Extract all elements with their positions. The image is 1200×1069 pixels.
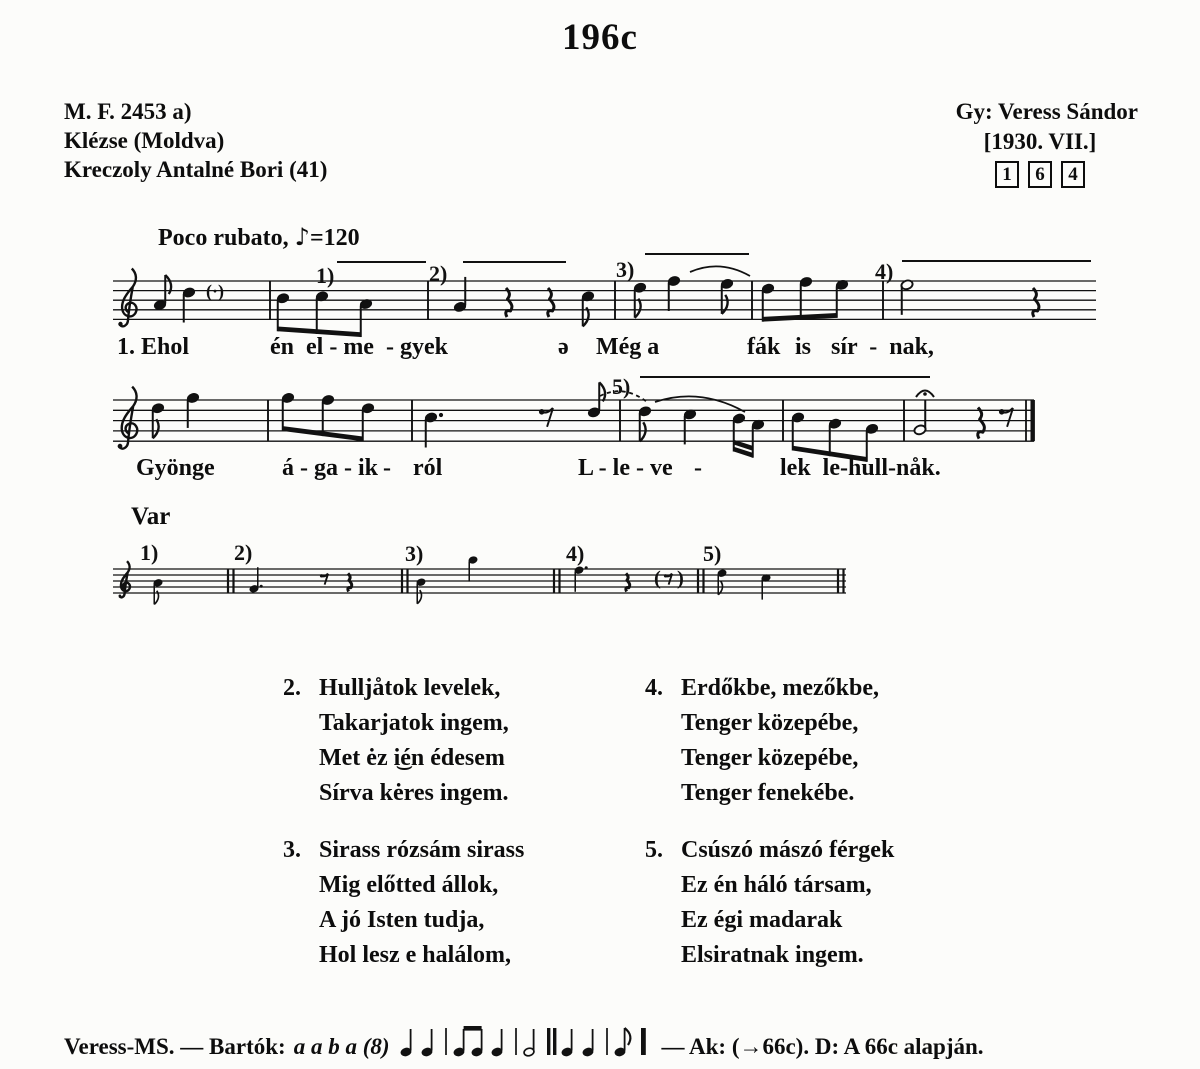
lyric-syllable: Még a xyxy=(596,334,660,360)
variant-marker: 2) xyxy=(429,261,448,286)
lyric-syllable: - xyxy=(383,455,391,481)
tempo-text: Poco rubato, xyxy=(158,225,295,251)
verse-line: Tenger közepébe, xyxy=(681,745,859,771)
verse-number: 3. xyxy=(283,837,301,863)
verse-line: Sírva kėres ingem. xyxy=(319,780,509,806)
footer-segment: A 66c alapján. xyxy=(839,1034,984,1059)
variant-marker: 1) xyxy=(140,540,159,565)
verse-line: Csúszó mászó férgek xyxy=(681,837,895,863)
recording-date: [1930. VII.] xyxy=(983,129,1097,154)
variant-marker: 5) xyxy=(703,541,722,566)
staff-1-melody xyxy=(113,254,1096,337)
cadence-box: 6 xyxy=(1028,161,1052,188)
tempo-value: =120 xyxy=(309,225,360,251)
lyric-syllable: én xyxy=(270,334,294,360)
svg-text:(·): (·) xyxy=(206,281,224,301)
verse xyxy=(283,671,509,811)
lyric-syllable: ról xyxy=(413,455,443,481)
lyric-syllable: ə xyxy=(558,334,569,360)
footer-note xyxy=(64,1024,984,1062)
footer-prefix: Veress-MS. — Bartók: xyxy=(64,1034,286,1059)
lyric-syllable: is xyxy=(795,334,812,360)
variant-marker: 4) xyxy=(566,541,585,566)
verse-line: Met ėz i͜én édesem xyxy=(319,745,505,771)
eighth-note-icon: ♪ xyxy=(294,223,310,251)
verse-line: A jó Isten tudja, xyxy=(319,907,485,933)
lyric-syllable: Gyönge xyxy=(136,455,215,481)
footer-segment: D: xyxy=(814,1034,840,1059)
lyric-syllable: - xyxy=(694,455,702,481)
song-number: 196c xyxy=(562,17,638,58)
variant-marker: 4) xyxy=(875,259,894,284)
source-line: Kreczoly Antalné Bori (41) xyxy=(64,157,328,182)
lyric-syllable: - gyek xyxy=(386,334,448,360)
lyric-syllable: fák xyxy=(747,334,781,360)
cadence-box: 4 xyxy=(1061,161,1085,188)
footer-segment: Ak: xyxy=(689,1034,727,1059)
verse-line: Hulljåtok levelek, xyxy=(319,675,501,701)
lyric-syllable: 1. Ehol xyxy=(117,334,190,360)
verse-lines xyxy=(681,671,879,811)
form-analysis: a a b a (8) xyxy=(293,1034,390,1059)
verse-line: Hol lesz e halálom, xyxy=(319,942,511,968)
source-line: M. F. 2453 a) xyxy=(64,99,192,124)
lyric-syllable: sír - nak, xyxy=(831,334,934,360)
verse-line: Elsiratnak ingem. xyxy=(681,942,864,968)
footer-references xyxy=(662,1034,984,1060)
treble-clef-icon xyxy=(118,269,136,327)
lyric-syllable: L - le - ve xyxy=(578,455,673,481)
lyrics-line-1 xyxy=(0,334,1200,366)
verse-line: Takarjatok ingem, xyxy=(319,710,509,736)
footer-segment: (→66c). xyxy=(726,1034,815,1059)
verse-lines xyxy=(681,833,894,973)
lyric-syllable: el - me xyxy=(306,334,374,360)
rhythm-glyphs xyxy=(398,1024,654,1062)
source-line: Klézse (Moldva) xyxy=(64,128,225,153)
verse-line: Erdőkbe, mezőkbe, xyxy=(681,675,879,701)
staff-3-variants xyxy=(113,540,846,604)
footer-segment: — xyxy=(661,1034,689,1059)
verse-lines xyxy=(319,671,509,811)
variant-marker: 5) xyxy=(612,374,631,399)
verse xyxy=(283,833,524,973)
verse-number: 2. xyxy=(283,675,301,701)
staff-2-melody xyxy=(113,374,1035,462)
verse-lines xyxy=(319,833,524,973)
lyrics-line-2 xyxy=(0,455,1200,487)
collector-name: Gy: Veress Sándor xyxy=(955,99,1138,124)
variant-marker: 3) xyxy=(405,541,424,566)
verse-line: Sirass rózsám sirass xyxy=(319,837,525,863)
verse xyxy=(645,671,879,811)
variant-marker: 2) xyxy=(234,540,253,565)
verse-number: 5. xyxy=(645,837,663,863)
svg-text:): ) xyxy=(677,567,684,590)
variants-label: Var xyxy=(131,503,171,530)
verse-line: Tenger fenekébe. xyxy=(681,780,855,806)
variant-marker: 1) xyxy=(316,263,335,288)
verse-line: Ez én háló társam, xyxy=(681,872,872,898)
verse-line: Mig előtted állok, xyxy=(319,872,499,898)
rhythm-notation xyxy=(398,1024,654,1062)
verse-line: Ez égi madarak xyxy=(681,907,843,933)
cadence-box: 1 xyxy=(995,161,1019,188)
verse xyxy=(645,833,894,973)
svg-text:(: ( xyxy=(654,567,661,590)
verse-line: Tenger közepébe, xyxy=(681,710,859,736)
lyric-syllable: á - ga - ik xyxy=(282,455,378,481)
treble-clef-icon xyxy=(119,561,130,597)
verse-number: 4. xyxy=(645,675,663,701)
variant-marker: 3) xyxy=(616,257,635,282)
lyric-syllable: lek le-hull-nåk. xyxy=(780,455,941,481)
treble-clef-icon xyxy=(118,387,138,449)
